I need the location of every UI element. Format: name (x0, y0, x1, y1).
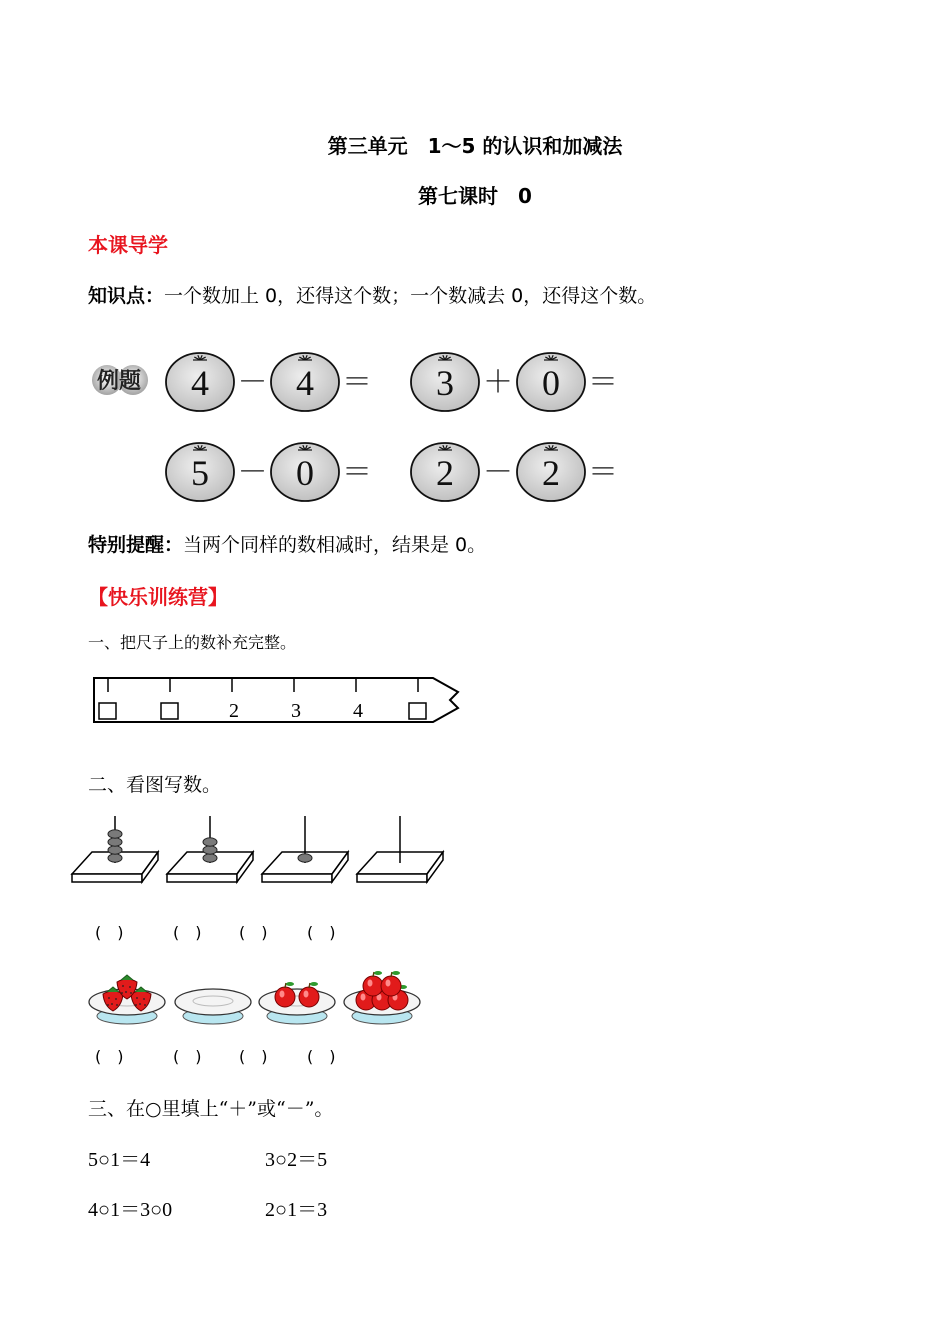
abacus-row (70, 812, 450, 888)
operator-sign: ＋ (483, 366, 513, 399)
ball-number: 3 (436, 363, 454, 403)
equals-sign: ＝ (342, 456, 372, 489)
fruit-plate (89, 975, 165, 1024)
abacus (357, 816, 443, 882)
ruler-label: 4 (353, 700, 363, 722)
apple-icon (363, 971, 383, 996)
equals-sign: ＝ (588, 366, 618, 399)
reminder-text: 当两个同样的数相减时，结果是 0。 (183, 534, 487, 556)
example-label: 例题 (97, 369, 142, 394)
number-ball (271, 353, 339, 411)
number-ball (517, 443, 585, 501)
abacus-bead (108, 838, 122, 846)
ball-number: 4 (296, 363, 314, 403)
knowledge-text: 一个数加上 0，还得这个数；一个数减去 0，还得这个数。 (164, 285, 657, 307)
reminder-label: 特别提醒： (88, 534, 184, 556)
abacus (262, 816, 348, 882)
ball-number: 2 (542, 453, 560, 493)
abacus (72, 816, 158, 882)
abacus-bead (203, 854, 217, 862)
ruler (88, 670, 468, 730)
q1-prompt: 一、把尺子上的数补充完整。 (88, 633, 297, 652)
fruit-plate (175, 989, 251, 1024)
abacus-bead (108, 846, 122, 854)
fruit-answers (95, 1044, 375, 1068)
reminder (88, 530, 486, 557)
fruit-answer-1[interactable]: ( ) (95, 1047, 124, 1066)
operator-sign: － (237, 366, 268, 399)
number-ball (166, 443, 234, 501)
ruler-answer-box[interactable] (99, 703, 116, 719)
abacus-answer-3[interactable]: ( ) (239, 923, 268, 942)
operator-sign: － (237, 456, 268, 489)
abacus (167, 816, 253, 882)
ball-number: 2 (436, 453, 454, 493)
abacus-bead (108, 854, 122, 862)
q3-prompt: 三、在○里填上“＋”或“－”。 (88, 1098, 334, 1120)
fruit-answer-2[interactable]: ( ) (173, 1047, 202, 1066)
fruit-answer-3[interactable]: ( ) (239, 1047, 268, 1066)
fruit-plate (344, 971, 420, 1024)
ruler-answer-box[interactable] (409, 703, 426, 719)
practice-heading: 【快乐训练营】 (88, 585, 228, 609)
abacus-bead (203, 846, 217, 854)
ruler-label: 2 (229, 700, 239, 722)
example-badge (92, 365, 148, 395)
equals-sign: ＝ (588, 456, 618, 489)
unit-title: 第三单元 1～5 的认识和加减法 (327, 134, 623, 158)
abacus-bead (203, 838, 217, 846)
knowledge-point (88, 281, 656, 308)
lesson-title: 第七课时 0 (418, 184, 532, 208)
q3-item-4[interactable]: 2○1＝3 (265, 1199, 328, 1221)
q2-prompt: 二、看图写数。 (88, 774, 222, 796)
q3-item-2[interactable]: 3○2＝5 (265, 1149, 328, 1171)
ball-number: 0 (542, 363, 560, 403)
equals-sign: ＝ (342, 366, 372, 399)
apple-icon (299, 982, 319, 1007)
guide-heading: 本课导学 (88, 233, 168, 257)
abacus-answer-4[interactable]: ( ) (307, 923, 336, 942)
abacus-bead (298, 854, 312, 862)
number-ball (271, 443, 339, 501)
number-ball (517, 353, 585, 411)
abacus-answer-1[interactable]: ( ) (95, 923, 124, 942)
ball-number: 5 (191, 453, 209, 493)
fruit-plates-row (85, 960, 445, 1030)
abacus-answers (95, 920, 375, 944)
ball-number: 4 (191, 363, 209, 403)
number-ball (166, 353, 234, 411)
apple-icon (381, 971, 401, 996)
number-ball (411, 443, 479, 501)
ruler-answer-box[interactable] (161, 703, 178, 719)
operator-sign: － (483, 456, 513, 489)
abacus-bead (108, 830, 122, 838)
ball-number: 0 (296, 453, 314, 493)
q3-item-1[interactable]: 5○1＝4 (88, 1149, 151, 1171)
example-equations (85, 335, 645, 505)
apple-icon (275, 982, 295, 1007)
q3-item-3[interactable]: 4○1＝3○0 (88, 1199, 173, 1221)
ruler-label: 3 (291, 700, 301, 722)
abacus-answer-2[interactable]: ( ) (173, 923, 202, 942)
number-ball (411, 353, 479, 411)
fruit-answer-4[interactable]: ( ) (307, 1047, 336, 1066)
knowledge-label: 知识点： (88, 285, 165, 307)
fruit-plate (259, 982, 335, 1024)
